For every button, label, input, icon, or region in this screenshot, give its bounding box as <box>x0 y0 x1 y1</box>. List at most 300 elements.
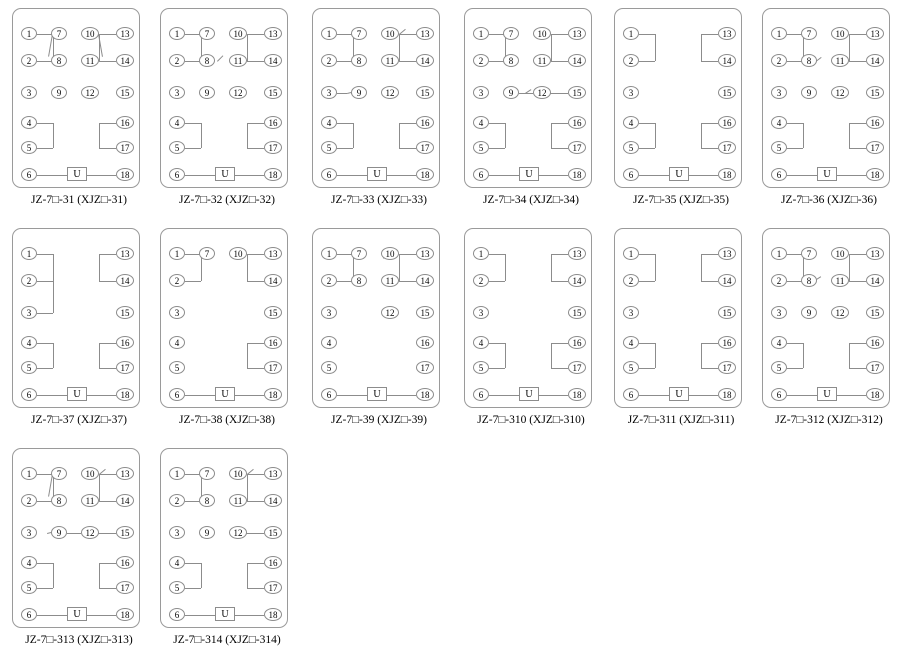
wire-segment <box>701 254 718 255</box>
wire-segment <box>551 123 568 124</box>
terminal-9: 9 <box>801 306 817 319</box>
wire-segment <box>99 254 116 255</box>
terminal-3: 3 <box>473 86 489 99</box>
wire-segment <box>37 615 67 616</box>
wire-segment <box>247 254 248 281</box>
terminal-18: 18 <box>416 168 434 181</box>
wire-segment <box>99 563 100 588</box>
wire-segment <box>639 281 655 282</box>
terminal-1: 1 <box>21 27 37 40</box>
terminal-10: 10 <box>831 247 849 260</box>
terminal-1: 1 <box>169 27 185 40</box>
terminal-14: 14 <box>718 274 736 287</box>
terminal-1: 1 <box>169 467 185 480</box>
diagram-cell-jz7-311 <box>608 228 754 426</box>
wire-segment <box>247 501 264 502</box>
terminal-15: 15 <box>718 86 736 99</box>
wire-segment <box>849 281 866 282</box>
terminal-5: 5 <box>771 141 787 154</box>
terminal-14: 14 <box>568 274 586 287</box>
terminal-4: 4 <box>321 116 337 129</box>
terminal-6: 6 <box>21 388 37 401</box>
wire-segment <box>399 254 400 281</box>
terminal-13: 13 <box>116 467 134 480</box>
terminal-4: 4 <box>473 116 489 129</box>
terminal-3: 3 <box>771 306 787 319</box>
wire-segment <box>689 175 718 176</box>
wire-segment <box>99 61 116 62</box>
wire-segment <box>639 123 655 124</box>
terminal-6: 6 <box>21 608 37 621</box>
relay-diagram-jz7-31 <box>12 8 140 188</box>
wire-segment <box>99 343 100 368</box>
terminal-18: 18 <box>568 168 586 181</box>
terminal-10: 10 <box>81 27 99 40</box>
diagram-caption: JZ-7□-310 (XJZ□-310) <box>477 414 585 426</box>
terminal-2: 2 <box>321 274 337 287</box>
wire-segment <box>489 254 505 255</box>
terminal-17: 17 <box>116 361 134 374</box>
terminal-13: 13 <box>416 247 434 260</box>
terminal-18: 18 <box>866 388 884 401</box>
terminal-7: 7 <box>801 27 817 40</box>
wire-segment <box>99 343 116 344</box>
wire-segment <box>701 254 702 281</box>
wire-segment <box>53 343 54 368</box>
terminal-11: 11 <box>229 494 247 507</box>
terminal-4: 4 <box>169 336 185 349</box>
terminal-5: 5 <box>473 361 489 374</box>
wire-segment <box>399 34 400 61</box>
terminal-15: 15 <box>264 86 282 99</box>
relay-diagram-jz7-311 <box>614 228 742 408</box>
terminal-9: 9 <box>199 526 215 539</box>
terminal-11: 11 <box>381 54 399 67</box>
terminal-2: 2 <box>771 54 787 67</box>
terminal-7: 7 <box>51 467 67 480</box>
wire-segment <box>551 343 552 368</box>
terminal-1: 1 <box>771 247 787 260</box>
terminal-18: 18 <box>116 608 134 621</box>
terminal-7: 7 <box>199 467 215 480</box>
wire-segment <box>701 148 718 149</box>
wire-segment <box>489 368 505 369</box>
wire-segment <box>37 368 53 369</box>
terminal-5: 5 <box>473 141 489 154</box>
terminal-17: 17 <box>264 141 282 154</box>
wire-segment <box>247 563 248 588</box>
terminal-6: 6 <box>169 388 185 401</box>
relay-diagram-jz7-36 <box>762 8 890 188</box>
wire-segment <box>185 281 201 282</box>
terminal-6: 6 <box>169 608 185 621</box>
terminal-4: 4 <box>21 556 37 569</box>
coil-box: U <box>519 167 539 181</box>
wire-segment <box>37 148 53 149</box>
wire-segment <box>245 533 264 534</box>
wire-segment <box>837 395 866 396</box>
terminal-1: 1 <box>321 27 337 40</box>
wire-segment <box>247 343 248 368</box>
diagram-cell-jz7-33 <box>306 8 452 206</box>
terminal-8: 8 <box>351 54 367 67</box>
wire-segment <box>849 343 850 368</box>
terminal-6: 6 <box>623 168 639 181</box>
wire-segment <box>551 34 568 35</box>
terminal-14: 14 <box>116 274 134 287</box>
wire-segment <box>247 148 264 149</box>
terminal-6: 6 <box>771 168 787 181</box>
wire-segment <box>99 281 116 282</box>
wire-segment <box>539 395 568 396</box>
terminal-14: 14 <box>264 274 282 287</box>
terminal-2: 2 <box>771 274 787 287</box>
wire-segment <box>185 123 201 124</box>
wire-segment <box>849 368 866 369</box>
terminal-18: 18 <box>866 168 884 181</box>
wire-segment <box>337 123 353 124</box>
terminal-17: 17 <box>264 361 282 374</box>
wire-segment <box>87 395 116 396</box>
diagram-caption: JZ-7□-314 (XJZ□-314) <box>173 634 281 646</box>
wire-segment <box>489 281 505 282</box>
terminal-16: 16 <box>264 556 282 569</box>
terminal-8: 8 <box>801 274 817 287</box>
wire-segment <box>551 254 568 255</box>
terminal-2: 2 <box>623 54 639 67</box>
terminal-6: 6 <box>473 168 489 181</box>
terminal-17: 17 <box>568 361 586 374</box>
wire-segment <box>99 474 100 501</box>
terminal-13: 13 <box>718 27 736 40</box>
terminal-3: 3 <box>623 86 639 99</box>
terminal-14: 14 <box>568 54 586 67</box>
terminal-4: 4 <box>771 336 787 349</box>
wire-segment <box>639 343 655 344</box>
terminal-8: 8 <box>503 54 519 67</box>
diagram-cell-jz7-312 <box>756 228 900 426</box>
terminal-17: 17 <box>866 361 884 374</box>
wire-segment <box>849 123 850 148</box>
terminal-12: 12 <box>381 306 399 319</box>
wire-segment <box>849 254 850 281</box>
terminal-15: 15 <box>568 306 586 319</box>
wire-segment <box>701 281 718 282</box>
wire-segment <box>701 34 718 35</box>
coil-box: U <box>215 167 235 181</box>
terminal-18: 18 <box>264 388 282 401</box>
terminal-3: 3 <box>321 86 337 99</box>
relay-diagram-jz7-33 <box>312 8 440 188</box>
terminal-13: 13 <box>718 247 736 260</box>
wire-segment <box>849 254 866 255</box>
terminal-1: 1 <box>321 247 337 260</box>
wire-segment <box>99 368 116 369</box>
coil-box: U <box>669 387 689 401</box>
wire-segment <box>505 123 506 148</box>
terminal-7: 7 <box>199 247 215 260</box>
wire-segment <box>787 123 803 124</box>
terminal-14: 14 <box>264 54 282 67</box>
relay-diagram-jz7-35 <box>614 8 742 188</box>
wire-segment <box>37 563 53 564</box>
terminal-10: 10 <box>229 247 247 260</box>
diagram-cell-jz7-39 <box>306 228 452 426</box>
wire-segment <box>247 34 248 61</box>
wire-segment <box>247 123 264 124</box>
terminal-18: 18 <box>718 168 736 181</box>
diagram-caption: JZ-7□-312 (XJZ□-312) <box>775 414 883 426</box>
terminal-13: 13 <box>568 247 586 260</box>
wire-segment <box>235 175 264 176</box>
terminal-14: 14 <box>264 494 282 507</box>
wire-segment <box>353 123 354 148</box>
diagram-caption: JZ-7□-36 (XJZ□-36) <box>781 194 877 206</box>
terminal-2: 2 <box>321 54 337 67</box>
coil-box: U <box>669 167 689 181</box>
terminal-8: 8 <box>51 54 67 67</box>
wire-segment <box>399 61 416 62</box>
wire-segment <box>99 474 116 475</box>
terminal-1: 1 <box>771 27 787 40</box>
coil-box: U <box>67 607 87 621</box>
wire-segment <box>185 175 215 176</box>
coil-box: U <box>367 167 387 181</box>
wire-segment <box>489 123 505 124</box>
terminal-9: 9 <box>801 86 817 99</box>
terminal-4: 4 <box>771 116 787 129</box>
terminal-14: 14 <box>866 54 884 67</box>
terminal-7: 7 <box>351 27 367 40</box>
terminal-11: 11 <box>831 54 849 67</box>
wire-segment <box>489 395 519 396</box>
terminal-13: 13 <box>116 247 134 260</box>
terminal-12: 12 <box>831 86 849 99</box>
terminal-6: 6 <box>321 388 337 401</box>
terminal-14: 14 <box>416 274 434 287</box>
wire-segment <box>399 254 416 255</box>
terminal-8: 8 <box>351 274 367 287</box>
wire-segment <box>37 123 53 124</box>
terminal-4: 4 <box>169 556 185 569</box>
diagram-cell-jz7-314 <box>154 448 300 646</box>
relay-diagram-jz7-312 <box>762 228 890 408</box>
terminal-16: 16 <box>568 336 586 349</box>
coil-box: U <box>367 387 387 401</box>
wire-segment <box>235 395 264 396</box>
terminal-15: 15 <box>264 526 282 539</box>
terminal-4: 4 <box>169 116 185 129</box>
wire-segment <box>639 368 655 369</box>
terminal-5: 5 <box>169 141 185 154</box>
terminal-17: 17 <box>718 141 736 154</box>
terminal-9: 9 <box>503 86 519 99</box>
terminal-17: 17 <box>568 141 586 154</box>
terminal-9: 9 <box>51 86 67 99</box>
terminal-16: 16 <box>116 116 134 129</box>
terminal-16: 16 <box>718 116 736 129</box>
wire-segment <box>489 175 519 176</box>
terminal-2: 2 <box>473 54 489 67</box>
terminal-14: 14 <box>866 274 884 287</box>
terminal-16: 16 <box>116 556 134 569</box>
terminal-14: 14 <box>116 494 134 507</box>
wire-segment <box>99 254 100 281</box>
wire-segment <box>53 563 54 588</box>
relay-diagram-jz7-38 <box>160 228 288 408</box>
terminal-3: 3 <box>623 306 639 319</box>
wire-segment <box>849 61 866 62</box>
coil-box: U <box>215 607 235 621</box>
terminal-1: 1 <box>21 467 37 480</box>
wire-segment <box>837 175 866 176</box>
wire-segment <box>247 474 248 501</box>
wire-segment <box>247 588 264 589</box>
terminal-15: 15 <box>116 86 134 99</box>
wire-segment <box>247 254 264 255</box>
wire-segment <box>655 34 656 61</box>
terminal-16: 16 <box>866 336 884 349</box>
terminal-6: 6 <box>321 168 337 181</box>
terminal-2: 2 <box>21 274 37 287</box>
wire-segment <box>849 34 866 35</box>
terminal-10: 10 <box>229 27 247 40</box>
terminal-10: 10 <box>381 27 399 40</box>
wire-segment <box>639 61 655 62</box>
wire-segment <box>701 343 718 344</box>
wire-segment <box>247 343 264 344</box>
relay-diagram-jz7-39 <box>312 228 440 408</box>
wire-segment <box>551 254 552 281</box>
terminal-17: 17 <box>264 581 282 594</box>
coil-box: U <box>817 167 837 181</box>
relay-diagram-jz7-32 <box>160 8 288 188</box>
terminal-1: 1 <box>623 247 639 260</box>
terminal-10: 10 <box>229 467 247 480</box>
terminal-4: 4 <box>623 116 639 129</box>
diagram-cell-jz7-37 <box>6 228 152 426</box>
terminal-8: 8 <box>51 494 67 507</box>
terminal-15: 15 <box>718 306 736 319</box>
terminal-14: 14 <box>116 54 134 67</box>
wire-segment <box>399 148 416 149</box>
terminal-13: 13 <box>264 467 282 480</box>
terminal-1: 1 <box>21 247 37 260</box>
terminal-13: 13 <box>416 27 434 40</box>
diagram-caption: JZ-7□-37 (XJZ□-37) <box>31 414 127 426</box>
terminal-16: 16 <box>264 116 282 129</box>
terminal-5: 5 <box>169 361 185 374</box>
terminal-11: 11 <box>229 54 247 67</box>
terminal-17: 17 <box>718 361 736 374</box>
terminal-12: 12 <box>81 526 99 539</box>
terminal-15: 15 <box>116 306 134 319</box>
coil-box: U <box>519 387 539 401</box>
terminal-5: 5 <box>321 141 337 154</box>
terminal-5: 5 <box>623 361 639 374</box>
wire-segment <box>185 588 201 589</box>
terminal-17: 17 <box>416 141 434 154</box>
wire-segment <box>247 281 264 282</box>
wire-segment <box>849 123 866 124</box>
wire-segment <box>53 281 54 313</box>
relay-diagram-jz7-310 <box>464 228 592 408</box>
wire-segment <box>551 34 552 61</box>
wire-segment <box>185 615 215 616</box>
terminal-16: 16 <box>718 336 736 349</box>
wire-segment <box>37 254 53 255</box>
wire-segment <box>701 61 718 62</box>
wire-segment <box>53 254 54 281</box>
wire-segment <box>217 55 224 62</box>
wire-segment <box>185 395 215 396</box>
wire-segment <box>247 474 264 475</box>
terminal-14: 14 <box>718 54 736 67</box>
wire-segment <box>247 123 248 148</box>
terminal-2: 2 <box>473 274 489 287</box>
terminal-13: 13 <box>264 27 282 40</box>
diagram-caption: JZ-7□-32 (XJZ□-32) <box>179 194 275 206</box>
terminal-5: 5 <box>21 361 37 374</box>
diagram-cell-jz7-310 <box>458 228 604 426</box>
wire-segment <box>399 34 416 35</box>
wire-segment <box>489 343 505 344</box>
diagram-caption: JZ-7□-34 (XJZ□-34) <box>483 194 579 206</box>
wire-segment <box>849 34 850 61</box>
terminal-8: 8 <box>199 54 215 67</box>
wire-segment <box>37 343 53 344</box>
wire-segment <box>549 93 568 94</box>
terminal-10: 10 <box>533 27 551 40</box>
wire-segment <box>551 61 568 62</box>
wire-segment <box>185 563 201 564</box>
terminal-6: 6 <box>21 168 37 181</box>
wire-segment <box>37 281 53 282</box>
terminal-13: 13 <box>264 247 282 260</box>
wire-segment <box>787 148 803 149</box>
wire-segment <box>803 123 804 148</box>
coil-box: U <box>215 387 235 401</box>
wire-segment <box>337 175 367 176</box>
wire-segment <box>87 175 116 176</box>
wire-segment <box>235 615 264 616</box>
wire-segment <box>701 123 702 148</box>
diagram-caption: JZ-7□-31 (XJZ□-31) <box>31 194 127 206</box>
wire-segment <box>247 61 264 62</box>
terminal-15: 15 <box>416 306 434 319</box>
wire-segment <box>639 148 655 149</box>
diagram-cell-jz7-35 <box>608 8 754 206</box>
terminal-3: 3 <box>21 86 37 99</box>
terminal-16: 16 <box>116 336 134 349</box>
wire-segment <box>99 501 116 502</box>
terminal-12: 12 <box>81 86 99 99</box>
terminal-16: 16 <box>264 336 282 349</box>
relay-diagram-jz7-314 <box>160 448 288 628</box>
terminal-7: 7 <box>51 27 67 40</box>
wire-segment <box>99 123 100 148</box>
terminal-3: 3 <box>21 306 37 319</box>
terminal-18: 18 <box>416 388 434 401</box>
diagram-cell-jz7-34 <box>458 8 604 206</box>
terminal-13: 13 <box>568 27 586 40</box>
terminal-12: 12 <box>831 306 849 319</box>
diagram-caption: JZ-7□-313 (XJZ□-313) <box>25 634 133 646</box>
wire-segment <box>53 123 54 148</box>
terminal-7: 7 <box>351 247 367 260</box>
terminal-8: 8 <box>199 494 215 507</box>
terminal-18: 18 <box>116 388 134 401</box>
